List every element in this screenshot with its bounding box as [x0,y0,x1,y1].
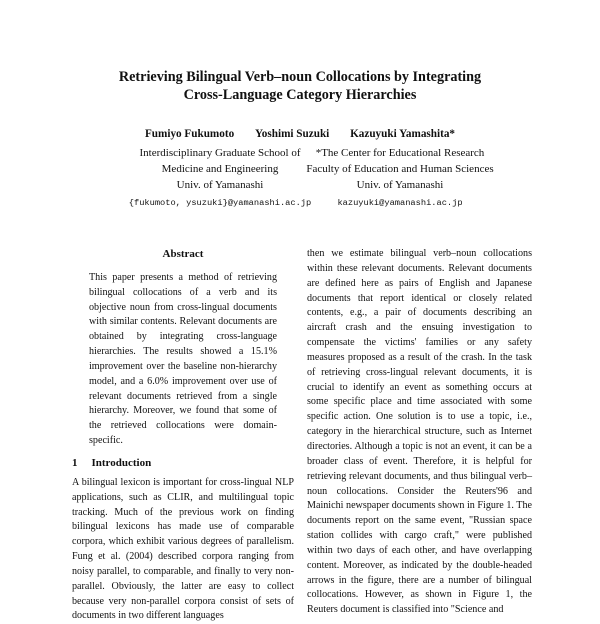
author-2: Yoshimi Suzuki [254,128,330,140]
abstract-text: This paper presents a method of retrieving bilingual collocations of a verb and its objective noun from cross-lingual documents with similar contents. Relevant documents are obtained by integrating cross-language hierarchies. The results showed a 15.1% improvement over the baseline non-hierarchy model, and a 6.0% improvement over use of relevant documents retrieved from a single hierarchy. Moreover, we found that some of the retrieved collocations were domain-specific. [89,271,277,447]
author-1: Fumiyo Fukumoto [144,128,235,140]
paper-title [40,68,560,104]
affiliation-right-line-1: *The Center for Educational Research [315,147,485,159]
title-line-2: Cross-Language Category Hierarchies [183,87,417,103]
affiliation-right [286,145,514,211]
email-right: kazuyuki@yamanashi.ac.jp [337,198,463,208]
abstract-heading: Abstract [162,248,204,260]
abstract [72,271,294,449]
section-title: Introduction [91,456,152,469]
affiliation-right-line-2: Faculty of Education and Human Sciences [306,163,494,175]
section-number: 1 [72,456,78,469]
left-column [72,247,294,624]
title-line-1: Retrieving Bilingual Verb–noun Collocations by Integrating [118,69,482,85]
email-left: {fukumoto, ysuzuki}@yamanashi.ac.jp [128,198,312,208]
intro-paragraph: A bilingual lexicon is important for cross-lingual NLP applications, such as CLIR, and multilingual topic tracking. Much of the previous work on finding bilingual lexicons has made use of comparable corpora, which exhibit various degrees of parallelism. Fung et al. (2004) described corpora ranging from noisy parallel, to comparable, and finally to very non-parallel. Obviously, the latter are easy to collect because very non-parallel corpora consist of sets of documents in two different languages [72,476,294,622]
affiliation-left-line-1: Interdisciplinary Graduate School of [139,147,301,159]
right-column [307,247,532,618]
section-heading-introduction [72,456,294,471]
author-3: Kazuyuki Yamashita* [350,128,456,140]
author-list [40,128,560,140]
affiliation-right-line-3: Univ. of Yamanashi [356,179,444,191]
right-column-paragraph: then we estimate bilingual verb–noun collocations within these relevant documents. Relevant documents are defined here as pairs of English and Japanese documents that report identical or closely related contents, e.g., a pair of documents describing an aircraft crash and the ensuing investigation to compensate the victims' families or any safety measures proposed as a result of the crash. In the task of retrieving cross-lingual relevant documents, it is crucial to identify an event as something occurs at some specific place and time associated with some specific action. One solution is to use a topic, i.e., category in the hierarchical structure, such as Internet directories. Although a topic is not an event, it can be a broader class of event. Therefore, it is helpful for retrieving relevant documents, and thus bilingual verb–noun collocations. Consider the Reuters'96 and Mainichi newspaper documents shown in Figure 1. The documents report on the same event, "Russian space station collides with cargo craft," were published within two days of each other, and have overlapping content. Moreover, as indicated by the double-headed arrows in the figure, there are a number of bilingual collocations. However, as shown in Figure 1, the Reuters document is classified into "Science and [307,248,532,616]
affiliation-left-line-2: Medicine and Engineering [161,163,279,175]
affiliation-left-line-3: Univ. of Yamanashi [176,179,264,191]
